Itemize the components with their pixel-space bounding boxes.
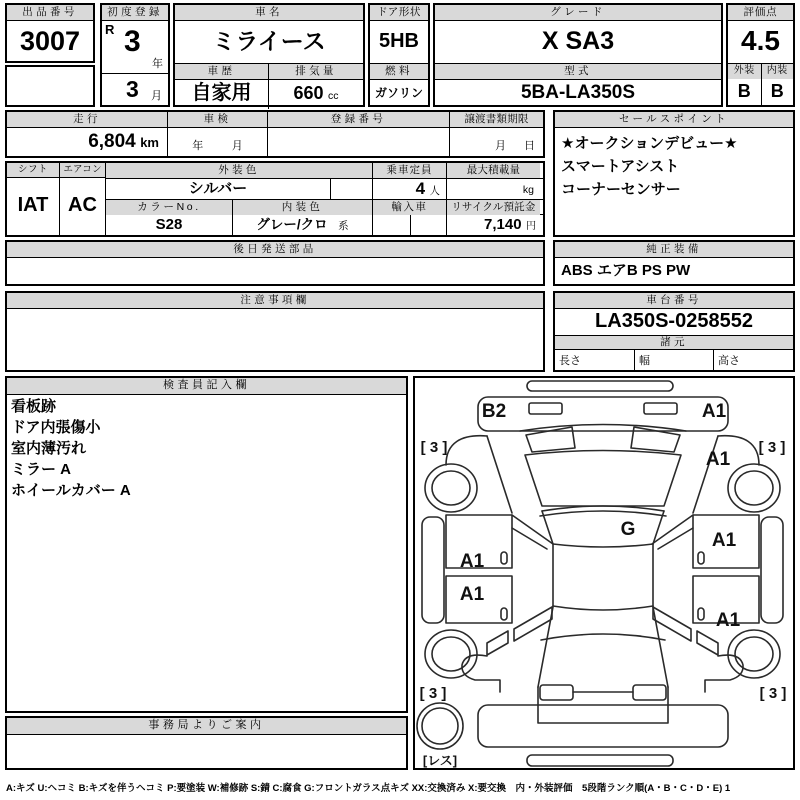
- ext-color-label: 外装色: [106, 163, 372, 178]
- a-pillar-left: [487, 436, 512, 513]
- sales-point-line: コーナーセンサー: [561, 181, 681, 198]
- score-label: 評価点: [728, 5, 793, 21]
- chassis-value: LA350S-0258552: [595, 310, 753, 332]
- roof-sides: [553, 544, 653, 606]
- marker-tire-rear-right: [ 3 ]: [759, 685, 787, 702]
- inspector-line: ドア内張傷小: [11, 419, 101, 436]
- oem-equipment-box: [553, 240, 795, 286]
- door-handle-rear-right: [698, 608, 704, 620]
- grade-box: [433, 3, 723, 107]
- wheel-front-right-inner: [735, 471, 773, 505]
- marker-door-rear-right: A1: [715, 610, 741, 631]
- aircon-label: エアコン: [60, 163, 105, 178]
- inspector-line: ホイールカバー A: [11, 482, 131, 499]
- pillar-gap-right: [652, 515, 693, 549]
- interior-label: 内装: [761, 64, 794, 79]
- car-name-value: ミライース: [175, 21, 363, 64]
- marker-front-bumper-right: A1: [701, 401, 727, 422]
- car-name-label: 車名: [175, 5, 363, 21]
- rear-garnish-shape: [527, 755, 673, 766]
- roof-rear-edge: [553, 606, 653, 610]
- c-pillar-right-2: [697, 631, 718, 655]
- score-value: 4.5: [728, 21, 793, 64]
- max-load-cell: [446, 179, 540, 199]
- notes-label: 注意事項欄: [7, 293, 543, 309]
- marker-spare-tire: [レス]: [422, 753, 458, 768]
- oem-equipment-label: 純正装備: [555, 242, 793, 258]
- exterior-grade: B: [737, 81, 751, 101]
- marker-door-rear-left: A1: [459, 584, 485, 605]
- model-code-label: 型式: [435, 64, 721, 80]
- shift-value: IAT: [17, 194, 49, 216]
- marker-tire-rear-left: [ 3 ]: [419, 685, 447, 702]
- max-load-label: 最大積載量: [446, 163, 540, 178]
- capacity-cell: [372, 179, 446, 199]
- marker-tire-front-left: [ 3 ]: [420, 439, 448, 456]
- marker-windshield: G: [620, 519, 636, 540]
- inspection-year-unit: 年: [192, 140, 204, 152]
- displacement-label: 排気量: [269, 64, 363, 80]
- recycle-value: 7,140: [484, 216, 522, 233]
- spec-height-label: 高さ: [713, 350, 793, 371]
- shift-label: シフト: [7, 163, 59, 178]
- displacement-value: 660: [293, 83, 324, 103]
- history-value: 自家用: [191, 82, 252, 104]
- rocker-right-shape: [761, 517, 783, 623]
- marker-tire-front-right: [ 3 ]: [758, 439, 786, 456]
- era-value: R: [105, 22, 115, 37]
- legend-text: A:キズ U:ヘコミ B:キズを伴うヘコミ P:要塗装 W:補修跡 S:錆 C:腐食 G:フロントガラス点キズ XX:交換済み X:要交換 内・外装評価 5段階ランク順(A・B・C・D・E) 1: [6, 783, 731, 794]
- fuel-value: ガソリン: [374, 86, 423, 100]
- door-box: [368, 3, 430, 107]
- pillar-gap-left: [512, 515, 553, 549]
- first-registration-year: [102, 21, 168, 74]
- inspector-line: 室内薄汚れ: [11, 440, 87, 457]
- lot-empty-box: [5, 65, 95, 107]
- recycle-cell: [446, 215, 540, 235]
- inspector-line: 看板跡: [11, 398, 57, 415]
- transfer-deadline-cell: [449, 128, 543, 156]
- inspector-label: 検査員記入欄: [7, 378, 406, 395]
- door-handle-rear-left: [501, 608, 507, 620]
- exterior-label: 外装: [728, 64, 761, 79]
- marker-fender-front-right: A1: [705, 449, 731, 470]
- capacity-value: 4: [415, 179, 426, 198]
- deadline-month-unit: 月: [495, 140, 506, 152]
- front-fender-left: [446, 436, 487, 465]
- oem-equipment-value: ABS エアB PS PW: [561, 262, 691, 279]
- mileage-value: 6,804: [88, 131, 136, 152]
- transfer-deadline-label: 譲渡書類期限: [449, 112, 543, 127]
- front-garnish-shape: [527, 381, 673, 391]
- rear-window-arc: [541, 634, 665, 640]
- cowl-arc-2: [540, 511, 666, 516]
- month-value: 3: [126, 76, 139, 102]
- wheel-rear-right-inner: [735, 637, 773, 671]
- int-color-label: 内装色: [232, 200, 372, 215]
- recycle-label: リサイクル預託金: [446, 200, 540, 215]
- first-registration-label: 初度登録: [102, 5, 168, 21]
- color-band: [5, 161, 545, 237]
- capacity-label: 乗車定員: [372, 163, 446, 178]
- grade-label: グレード: [435, 5, 721, 21]
- chassis-box: [553, 291, 795, 372]
- inspection-value-cell: [167, 128, 267, 156]
- sales-point-line: ★オークションデビュー★: [561, 135, 738, 152]
- inspector-box: [5, 376, 408, 713]
- rear-bumper-shape: [478, 705, 728, 747]
- later-parts-box: [5, 240, 545, 286]
- lot-number-label: 出品番号: [7, 5, 93, 21]
- quarter-right: [705, 655, 743, 692]
- car-top-view-diagram: [415, 378, 793, 768]
- office-box: [5, 716, 408, 770]
- aircon-value: AC: [68, 194, 97, 216]
- damage-diagram-box: [413, 376, 795, 770]
- door-value: 5HB: [370, 21, 428, 64]
- grade-value: X SA3: [435, 21, 721, 64]
- front-lamp-right-shape: [644, 403, 677, 414]
- marker-door-front-left: A1: [459, 551, 485, 572]
- spare-tire-shape: [417, 703, 463, 749]
- later-parts-value: [7, 258, 543, 285]
- deadline-day-unit: 日: [524, 140, 535, 152]
- import-label: 輸入車: [372, 200, 446, 215]
- first-registration-month: [102, 74, 168, 106]
- inspection-label: 車検: [167, 112, 267, 127]
- int-color-cell: [232, 215, 372, 235]
- quarter-left: [462, 655, 500, 692]
- specs-label: 諸元: [555, 335, 793, 350]
- rear-window-sides: [538, 607, 668, 687]
- c-pillar-left-2: [487, 631, 508, 655]
- car-name-box: [173, 3, 365, 107]
- score-box: [726, 3, 795, 107]
- displacement-unit: cc: [328, 90, 339, 102]
- ext-color-extra-cell: [330, 179, 372, 199]
- windshield-shape: [525, 451, 681, 507]
- a-pillar-right: [693, 436, 718, 513]
- spare-tire-inner: [422, 708, 458, 744]
- mileage-value-cell: [7, 128, 167, 156]
- history-label: 車歴: [175, 64, 268, 80]
- front-bumper-shape: [478, 397, 728, 431]
- sales-point-line: スマートアシスト: [561, 158, 680, 175]
- ext-color-value: シルバー: [188, 180, 248, 197]
- year-value: 3: [124, 25, 141, 58]
- int-color-suffix: 系: [338, 220, 349, 232]
- mileage-label: 走行: [7, 112, 167, 127]
- model-code-value: 5BA-LA350S: [520, 82, 636, 103]
- mileage-band: [5, 110, 545, 158]
- spec-length-label: 長さ: [559, 355, 581, 367]
- sales-points-box: [553, 110, 795, 237]
- reg-number-label: 登録番号: [267, 112, 449, 127]
- chassis-label: 車台番号: [555, 293, 793, 309]
- lot-number-box: [5, 3, 95, 63]
- int-color-value: グレー/クロ: [256, 217, 328, 232]
- sales-points-label: セールスポイント: [555, 112, 793, 128]
- month-unit: 月: [151, 90, 162, 102]
- max-load-unit: kg: [522, 184, 534, 196]
- door-handle-front-left: [501, 552, 507, 564]
- year-unit: 年: [152, 58, 163, 70]
- inspector-lines: [7, 395, 406, 502]
- marker-door-front-right: A1: [711, 530, 737, 551]
- c-pillar-left-1: [514, 607, 552, 641]
- front-lamp-left-shape: [529, 403, 562, 414]
- office-label: 事務局よりご案内: [7, 718, 406, 735]
- first-registration-box: [100, 3, 170, 107]
- color-no-label: カラーNo.: [106, 200, 232, 215]
- lot-number-value: 3007: [19, 26, 81, 56]
- notes-box: [5, 291, 545, 372]
- inspector-line: ミラー A: [11, 461, 72, 478]
- later-parts-label: 後日発送部品: [7, 242, 543, 258]
- wheel-front-left-inner: [432, 471, 470, 505]
- windshield-lower-left: [542, 511, 553, 544]
- door-handle-front-right: [698, 552, 704, 564]
- reg-number-value: [267, 128, 449, 156]
- capacity-unit: 人: [429, 185, 440, 197]
- door-label: ドア形状: [370, 5, 428, 21]
- hood-edge-line: [520, 425, 686, 432]
- roof-front-edge: [553, 544, 653, 547]
- import-cell: [372, 215, 446, 235]
- color-no-value: S28: [155, 216, 183, 233]
- marker-front-bumper-left: B2: [481, 401, 507, 422]
- rocker-left-shape: [422, 517, 444, 623]
- wheel-rear-left-inner: [432, 637, 470, 671]
- spec-width-label: 幅: [634, 350, 713, 371]
- recycle-unit: 円: [526, 221, 536, 232]
- tail-lamp-left-shape: [540, 685, 573, 700]
- fuel-label: 燃料: [370, 64, 428, 80]
- inspection-month-unit: 月: [231, 140, 243, 152]
- mileage-unit: km: [140, 135, 159, 150]
- interior-grade: B: [761, 79, 794, 106]
- sales-points-list: [555, 128, 793, 205]
- tail-lamp-right-shape: [633, 685, 666, 700]
